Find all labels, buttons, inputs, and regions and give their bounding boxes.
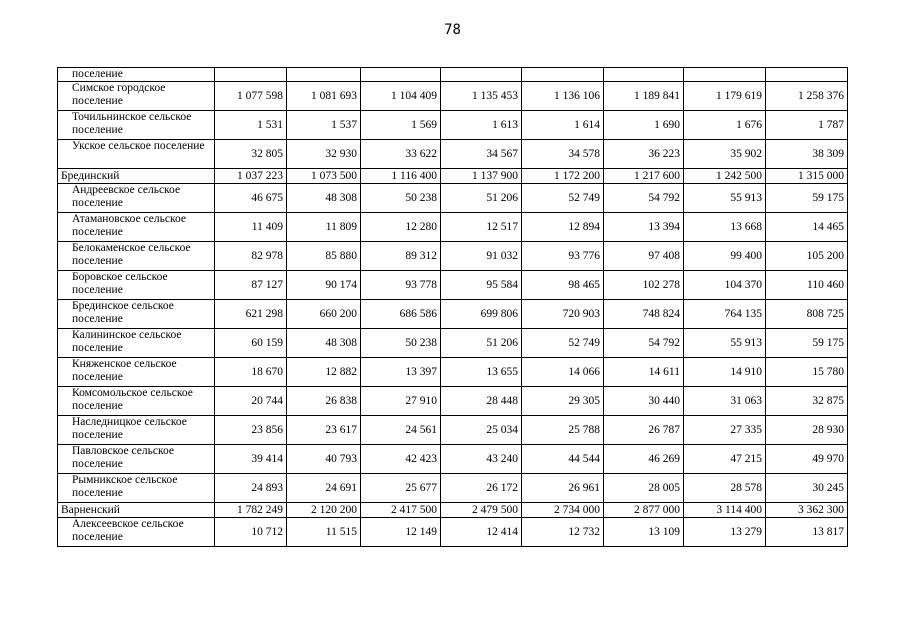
value-cell: 89 312 [361, 242, 441, 271]
settlement-name-cell: Белокаменское сельское поселение [58, 242, 215, 271]
value-cell: 46 269 [604, 445, 684, 474]
value-cell: 10 712 [215, 518, 287, 547]
value-cell: 13 279 [684, 518, 766, 547]
value-cell: 38 309 [766, 140, 848, 169]
table-row [58, 387, 848, 416]
value-cell: 2 120 200 [287, 503, 361, 518]
table-row [58, 518, 848, 547]
value-cell: 621 298 [215, 300, 287, 329]
value-cell: 50 238 [361, 329, 441, 358]
value-cell: 2 417 500 [361, 503, 441, 518]
value-cell: 43 240 [441, 445, 522, 474]
settlement-name-cell: Наследницкое сельское поселение [58, 416, 215, 445]
value-cell: 40 793 [287, 445, 361, 474]
value-cell: 14 910 [684, 358, 766, 387]
value-cell: 686 586 [361, 300, 441, 329]
table-row [58, 242, 848, 271]
value-cell: 764 135 [684, 300, 766, 329]
value-cell [215, 68, 287, 82]
value-cell: 1 116 400 [361, 169, 441, 184]
value-cell: 15 780 [766, 358, 848, 387]
value-cell: 1 172 200 [522, 169, 604, 184]
settlement-name-cell: Комсомольское сельское поселение [58, 387, 215, 416]
value-cell: 1 676 [684, 111, 766, 140]
value-cell: 93 776 [522, 242, 604, 271]
value-cell: 24 561 [361, 416, 441, 445]
value-cell: 24 893 [215, 474, 287, 503]
table-row [58, 184, 848, 213]
table-row [58, 358, 848, 387]
value-cell: 13 655 [441, 358, 522, 387]
value-cell: 55 913 [684, 329, 766, 358]
value-cell: 102 278 [604, 271, 684, 300]
value-cell: 1 179 619 [684, 82, 766, 111]
settlement-name-cell: Симское городское поселение [58, 82, 215, 111]
value-cell: 18 670 [215, 358, 287, 387]
value-cell: 1 242 500 [684, 169, 766, 184]
table-row [58, 140, 848, 169]
value-cell: 1 189 841 [604, 82, 684, 111]
value-cell: 23 856 [215, 416, 287, 445]
table-row [58, 300, 848, 329]
table-row [58, 271, 848, 300]
value-cell: 11 809 [287, 213, 361, 242]
value-cell: 1 613 [441, 111, 522, 140]
value-cell: 20 744 [215, 387, 287, 416]
value-cell: 87 127 [215, 271, 287, 300]
settlement-name-cell: Рымникское сельское поселение [58, 474, 215, 503]
settlement-name-cell: Брединское сельское поселение [58, 300, 215, 329]
value-cell: 34 578 [522, 140, 604, 169]
value-cell: 26 172 [441, 474, 522, 503]
value-cell: 2 479 500 [441, 503, 522, 518]
settlement-name-cell: Княженское сельское поселение [58, 358, 215, 387]
table-row [58, 445, 848, 474]
value-cell: 26 838 [287, 387, 361, 416]
value-cell: 13 397 [361, 358, 441, 387]
value-cell: 1 315 000 [766, 169, 848, 184]
value-cell: 25 677 [361, 474, 441, 503]
page-number: 78 [444, 22, 461, 38]
district-row [58, 169, 848, 184]
settlement-name-cell: Павловское сельское поселение [58, 445, 215, 474]
settlement-name-cell: Алексеевское сельское поселение [58, 518, 215, 547]
value-cell: 35 902 [684, 140, 766, 169]
value-cell: 42 423 [361, 445, 441, 474]
value-cell: 11 515 [287, 518, 361, 547]
value-cell: 26 961 [522, 474, 604, 503]
value-cell: 104 370 [684, 271, 766, 300]
value-cell: 1 787 [766, 111, 848, 140]
table-row [58, 213, 848, 242]
table-row [58, 82, 848, 111]
value-cell: 48 308 [287, 184, 361, 213]
value-cell: 27 335 [684, 416, 766, 445]
value-cell: 28 005 [604, 474, 684, 503]
value-cell: 699 806 [441, 300, 522, 329]
value-cell: 13 394 [604, 213, 684, 242]
value-cell: 99 400 [684, 242, 766, 271]
value-cell: 33 622 [361, 140, 441, 169]
value-cell: 44 544 [522, 445, 604, 474]
value-cell: 52 749 [522, 329, 604, 358]
value-cell: 1 569 [361, 111, 441, 140]
value-cell: 47 215 [684, 445, 766, 474]
value-cell: 1 135 453 [441, 82, 522, 111]
value-cell: 12 149 [361, 518, 441, 547]
value-cell: 660 200 [287, 300, 361, 329]
value-cell: 1 073 500 [287, 169, 361, 184]
value-cell: 51 206 [441, 329, 522, 358]
value-cell [604, 68, 684, 82]
table-body [58, 68, 848, 547]
value-cell: 59 175 [766, 184, 848, 213]
value-cell: 13 109 [604, 518, 684, 547]
value-cell: 29 305 [522, 387, 604, 416]
value-cell [287, 68, 361, 82]
value-cell: 55 913 [684, 184, 766, 213]
value-cell: 1 137 900 [441, 169, 522, 184]
value-cell [766, 68, 848, 82]
value-cell: 23 617 [287, 416, 361, 445]
value-cell: 32 930 [287, 140, 361, 169]
value-cell: 14 611 [604, 358, 684, 387]
value-cell: 24 691 [287, 474, 361, 503]
value-cell: 1 258 376 [766, 82, 848, 111]
value-cell: 32 805 [215, 140, 287, 169]
value-cell: 30 245 [766, 474, 848, 503]
value-cell: 28 448 [441, 387, 522, 416]
settlement-name-cell: Брединский [58, 169, 215, 184]
value-cell: 98 465 [522, 271, 604, 300]
value-cell: 51 206 [441, 184, 522, 213]
value-cell: 52 749 [522, 184, 604, 213]
value-cell: 48 308 [287, 329, 361, 358]
value-cell: 27 910 [361, 387, 441, 416]
value-cell: 1 104 409 [361, 82, 441, 111]
settlement-name-cell: Точильнинское сельское поселение [58, 111, 215, 140]
table-row [58, 474, 848, 503]
value-cell: 25 034 [441, 416, 522, 445]
value-cell: 12 894 [522, 213, 604, 242]
value-cell: 1 136 106 [522, 82, 604, 111]
value-cell: 1 782 249 [215, 503, 287, 518]
settlement-name-cell: поселение [58, 68, 215, 82]
value-cell: 93 778 [361, 271, 441, 300]
value-cell: 32 875 [766, 387, 848, 416]
value-cell: 808 725 [766, 300, 848, 329]
value-cell: 3 362 300 [766, 503, 848, 518]
value-cell [522, 68, 604, 82]
table-row [58, 68, 848, 82]
value-cell: 82 978 [215, 242, 287, 271]
value-cell: 11 409 [215, 213, 287, 242]
value-cell: 1 537 [287, 111, 361, 140]
table-row [58, 329, 848, 358]
value-cell: 25 788 [522, 416, 604, 445]
table-row [58, 416, 848, 445]
value-cell [441, 68, 522, 82]
settlement-name-cell: Варненский [58, 503, 215, 518]
value-cell: 90 174 [287, 271, 361, 300]
settlement-name-cell: Калининское сельское поселение [58, 329, 215, 358]
value-cell: 60 159 [215, 329, 287, 358]
value-cell: 26 787 [604, 416, 684, 445]
value-cell: 748 824 [604, 300, 684, 329]
value-cell: 12 882 [287, 358, 361, 387]
value-cell: 3 114 400 [684, 503, 766, 518]
budget-table [57, 67, 848, 547]
value-cell: 2 734 000 [522, 503, 604, 518]
settlement-name-cell: Укское сельское поселение [58, 140, 215, 169]
value-cell: 105 200 [766, 242, 848, 271]
value-cell: 97 408 [604, 242, 684, 271]
value-cell: 1 037 223 [215, 169, 287, 184]
value-cell: 1 531 [215, 111, 287, 140]
value-cell: 720 903 [522, 300, 604, 329]
value-cell: 2 877 000 [604, 503, 684, 518]
value-cell: 31 063 [684, 387, 766, 416]
table-row [58, 111, 848, 140]
value-cell: 91 032 [441, 242, 522, 271]
value-cell: 1 081 693 [287, 82, 361, 111]
value-cell: 54 792 [604, 329, 684, 358]
value-cell: 12 732 [522, 518, 604, 547]
value-cell: 1 690 [604, 111, 684, 140]
settlement-name-cell: Андреевское сельское поселение [58, 184, 215, 213]
value-cell: 110 460 [766, 271, 848, 300]
value-cell: 39 414 [215, 445, 287, 474]
value-cell: 85 880 [287, 242, 361, 271]
value-cell: 34 567 [441, 140, 522, 169]
value-cell: 12 414 [441, 518, 522, 547]
value-cell: 95 584 [441, 271, 522, 300]
value-cell: 14 465 [766, 213, 848, 242]
value-cell: 50 238 [361, 184, 441, 213]
value-cell: 1 077 598 [215, 82, 287, 111]
value-cell: 13 817 [766, 518, 848, 547]
value-cell: 1 614 [522, 111, 604, 140]
value-cell: 54 792 [604, 184, 684, 213]
value-cell [684, 68, 766, 82]
value-cell: 49 970 [766, 445, 848, 474]
value-cell: 12 517 [441, 213, 522, 242]
value-cell: 46 675 [215, 184, 287, 213]
value-cell: 28 930 [766, 416, 848, 445]
value-cell: 59 175 [766, 329, 848, 358]
value-cell: 14 066 [522, 358, 604, 387]
settlement-name-cell: Боровское сельское поселение [58, 271, 215, 300]
value-cell: 1 217 600 [604, 169, 684, 184]
value-cell: 28 578 [684, 474, 766, 503]
value-cell: 36 223 [604, 140, 684, 169]
value-cell: 12 280 [361, 213, 441, 242]
value-cell [361, 68, 441, 82]
district-row [58, 503, 848, 518]
settlement-name-cell: Атамановское сельское поселение [58, 213, 215, 242]
value-cell: 13 668 [684, 213, 766, 242]
value-cell: 30 440 [604, 387, 684, 416]
